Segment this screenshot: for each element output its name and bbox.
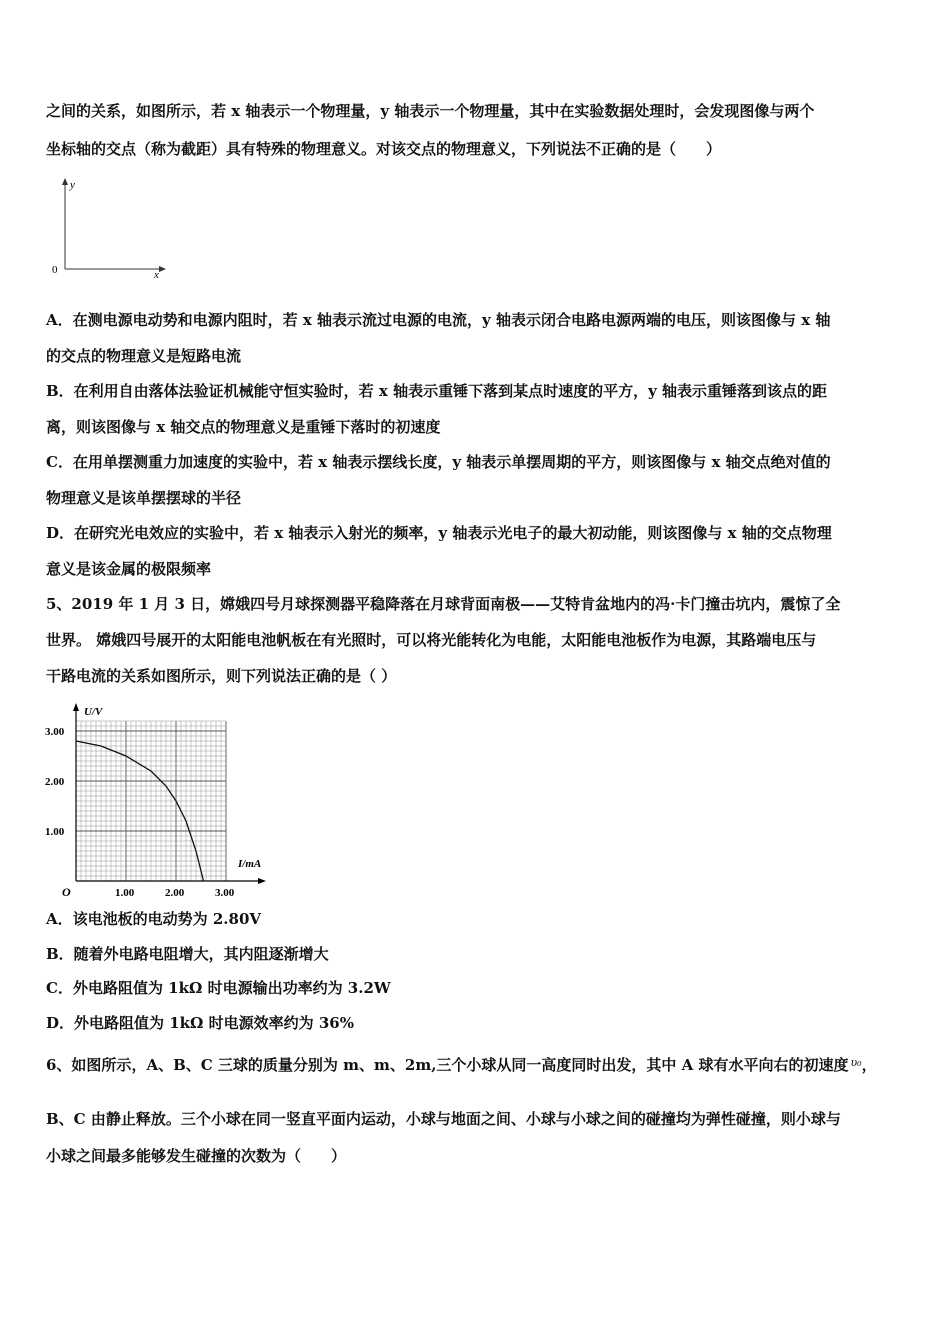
- chart-x-axis-arrow: [258, 878, 266, 884]
- q4-option-c-line-1: C．在用单摆测重力加速度的实验中，若 x 轴表示摆线长度，y 轴表示单摆周期的平方，则该图像与 x 轴交点绝对值的: [46, 453, 831, 471]
- q4-option-a-line-1: A．在测电源电动势和电源内阻时，若 x 轴表示流过电源的电流，y 轴表示闭合电路电源两端的电压，则该图像与 x 轴: [46, 311, 831, 329]
- q4-option-b-line-2: 离，则该图像与 x 轴交点的物理意义是重锤下落时的初速度: [46, 418, 441, 436]
- q6-stem-line-3: 小球之间最多能够发生碰撞的次数为（ ）: [46, 1147, 347, 1165]
- chart-y-tick-label: 1.00: [45, 826, 65, 838]
- axes-y-label: y: [70, 179, 75, 191]
- q4-stem-line-2: 坐标轴的交点（称为截距）具有特殊的物理意义。对该交点的物理意义，下列说法不正确的是（ ）: [46, 140, 722, 158]
- q6-stem-text-1: 6、如图所示，A、B、C 三球的质量分别为 m、m、2m,三个小球从同一高度同时出发，其中 A 球有水平向右的初速度: [46, 1056, 849, 1074]
- chart-y-tick-label: 3.00: [45, 726, 65, 738]
- q5-stem-line-2: 世界。 嫦娥四号展开的太阳能电池帆板在有光照时，可以将光能转化为电能，太阳能电池板作为电源，其路端电压与: [46, 631, 817, 649]
- q4-option-c-line-2: 物理意义是该单摆摆球的半径: [46, 489, 242, 507]
- q6-stem-line-1: [46, 1053, 877, 1075]
- q5-option-d: D．外电路阻值为 1kΩ 时电源效率约为 36%: [46, 1014, 354, 1032]
- chart-y-axis-arrow: [73, 703, 79, 711]
- q5-option-a: A．该电池板的电动势为 2.80V: [46, 910, 262, 928]
- chart-x-tick-label: 3.00: [215, 887, 235, 899]
- chart-x-tick-label: 1.00: [115, 887, 135, 899]
- chart-xlabel: I/mA: [238, 858, 262, 870]
- q4-option-b-line-1: B．在利用自由落体法验证机械能守恒实验时，若 x 轴表示重锤下落到某点时速度的平方，y 轴表示重锤落到该点的距: [46, 382, 828, 400]
- axes-origin-label: 0: [52, 264, 58, 276]
- axes-x-label: x: [154, 269, 159, 280]
- chart-y-tick-label: 2.00: [45, 776, 65, 788]
- axes-figure: [50, 176, 175, 280]
- chart-x-tick-label: 2.00: [165, 887, 185, 899]
- x-axis-arrow: [159, 266, 166, 272]
- q5-stem-line-1: 5、2019 年 1 月 3 日，嫦娥四号月球探测器平稳降落在月球背面南极——艾特肯盆地内的冯·卡门撞击坑内，震惊了全: [46, 595, 841, 613]
- q5-stem-line-3: 干路电流的关系如图所示，则下列说法正确的是（ ）: [46, 667, 397, 685]
- q4-stem-line-1: 之间的关系，如图所示，若 x 轴表示一个物理量，y 轴表示一个物理量，其中在实验数据处理时，会发现图像与两个: [46, 102, 815, 120]
- q4-option-a-line-2: 的交点的物理意义是短路电流: [46, 347, 242, 365]
- q6-stem-line-2: B、C 由静止释放。三个小球在同一竖直平面内运动，小球与地面之间、小球与小球之间的碰撞均为弹性碰撞，则小球与: [46, 1110, 841, 1128]
- q5-option-c: C．外电路阻值为 1kΩ 时电源输出功率约为 3.2W: [46, 979, 391, 997]
- u-i-chart: [40, 700, 270, 900]
- chart-ylabel: U/V: [84, 706, 103, 718]
- q4-option-d-line-1: D．在研究光电效应的实验中，若 x 轴表示入射光的频率，y 轴表示光电子的最大初动能，则该图像与 x 轴的交点物理: [46, 524, 832, 542]
- y-axis-arrow: [62, 178, 68, 185]
- q5-option-b: B．随着外电路电阻增大，其内阻逐渐增大: [46, 945, 329, 963]
- chart-origin-label: O: [62, 885, 71, 899]
- q4-option-d-line-2: 意义是该金属的极限频率: [46, 560, 212, 578]
- v0-symbol: υ₀: [850, 1056, 862, 1069]
- q6-trailing-comma: ，: [861, 1056, 877, 1074]
